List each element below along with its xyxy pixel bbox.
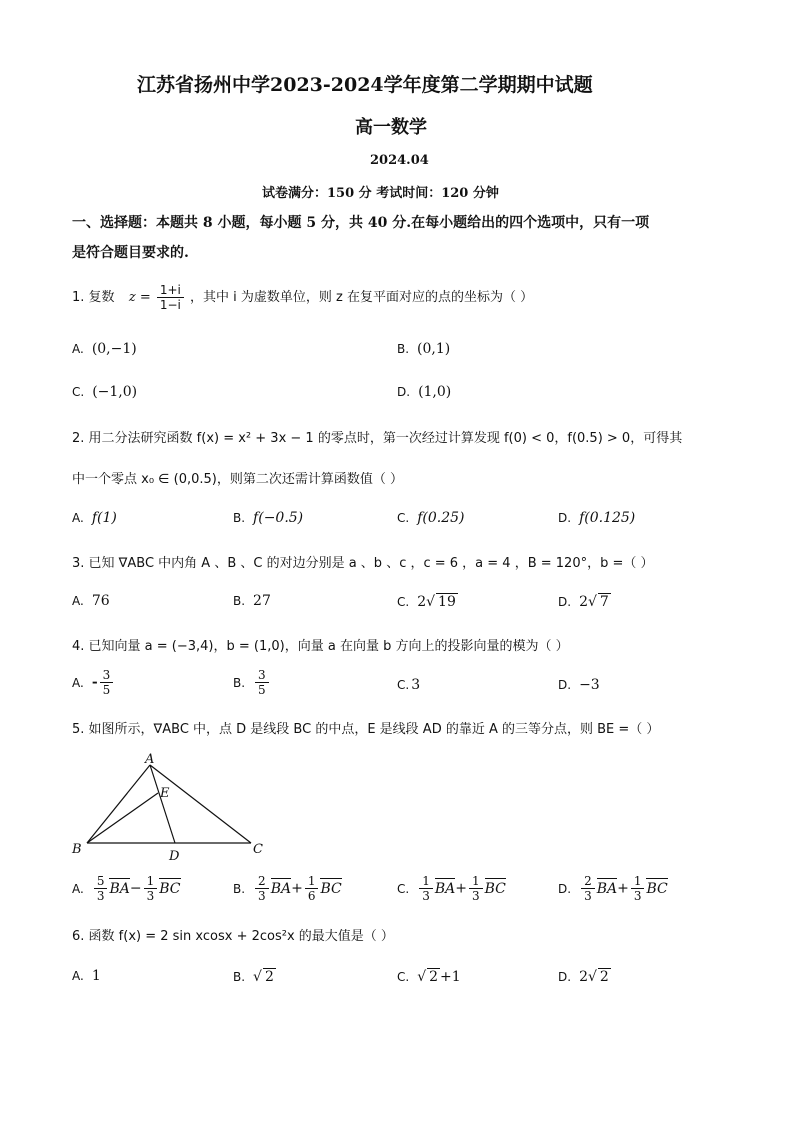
fraction: $\frac{1+i}{1-i}$: [157, 283, 184, 312]
label-a: A: [145, 752, 155, 767]
option-3a[interactable]: A. 76: [72, 593, 110, 609]
triangle-figure: [66, 752, 276, 864]
side-ac: [150, 765, 251, 843]
label-d: D: [169, 849, 180, 864]
label-c: C: [253, 842, 263, 857]
question-5: 5. 如图所示，∇ABC 中，点 D 是线段 BC 的中点，E 是线段 AD 的靠近 A 的三等分点，则 BE =（ ）: [72, 722, 660, 737]
equation: z =: [128, 290, 151, 305]
section-heading-line2: 是符合题目要求的.: [72, 245, 189, 261]
question-3: 3. 已知 ∇ABC 中内角 A 、B 、C 的对边分别是 a 、b 、c ，c = 6 ，a = 4 ，B = 120°，b =（ ）: [72, 556, 654, 571]
option-6c[interactable]: C. √ 2 +1: [397, 969, 461, 985]
option-3c[interactable]: C. 2√ 19: [397, 594, 456, 610]
option-2b[interactable]: B. f(−0.5): [233, 510, 304, 526]
segment-be: [87, 793, 158, 843]
option-2c[interactable]: C. f(0.25): [397, 510, 465, 526]
label-e: E: [160, 786, 170, 801]
option-2a[interactable]: A. f(1): [72, 510, 117, 526]
question-6: 6. 函数 f(x) = 2 sin xcosx + 2cos²x 的最大值是（ ）: [72, 929, 394, 944]
label-b: B: [72, 842, 82, 857]
option-5b[interactable]: B. $\frac{2}{3}$ BA+ $\frac{1}{6}$ BC: [233, 874, 342, 903]
option-4a[interactable]: A. - $\frac{3}{5}$: [72, 668, 115, 697]
option-4b[interactable]: B. $\frac{3}{5}$: [233, 668, 271, 697]
question-number: 1.: [72, 290, 85, 305]
option-3d[interactable]: D. 2√ 7: [558, 594, 609, 610]
option-5d[interactable]: D. $\frac{2}{3}$ BA+ $\frac{1}{3}$ BC: [558, 874, 668, 903]
exam-date: 2024.04: [370, 153, 429, 168]
option-1c[interactable]: C. (−1,0): [72, 384, 138, 400]
option-2d[interactable]: D. f(0.125): [558, 510, 636, 526]
question-2-line1: 2. 用二分法研究函数 f(x) = x² + 3x − 1 的零点时，第一次经过计算发现 f(0) < 0，f(0.5) > 0，可得其: [72, 431, 683, 446]
option-3b[interactable]: B. 27: [233, 593, 271, 609]
question-4: 4. 已知向量 a = (−3,4)，b = (1,0)，向量 a 在向量 b 方向上的投影向量的模为（ ）: [72, 639, 569, 654]
option-1a[interactable]: A. (0,−1): [72, 341, 137, 357]
option-6b[interactable]: B. √ 2: [233, 969, 274, 985]
option-4c[interactable]: C. 3: [397, 677, 421, 693]
exam-info: 试卷满分：150 分 考试时间：120 分钟: [262, 186, 499, 201]
option-5c[interactable]: C. $\frac{1}{3}$ BA+ $\frac{1}{3}$ BC: [397, 874, 506, 903]
option-5a[interactable]: A. $\frac{5}{3}$ BA− $\frac{1}{3}$ BC: [72, 874, 181, 903]
question-text: ，其中 i 为虚数单位，则 z 在复平面对应的点的坐标为（ ）: [190, 290, 534, 305]
option-4d[interactable]: D. −3: [558, 677, 600, 693]
option-6d[interactable]: D. 2√ 2: [558, 969, 609, 985]
question-2-line2: 中一个零点 x₀ ∈ (0,0.5)，则第二次还需计算函数值（ ）: [72, 472, 403, 487]
side-ab: [87, 765, 150, 843]
question-1: [72, 283, 533, 312]
option-6a[interactable]: A. 1: [72, 968, 101, 984]
option-1d[interactable]: D. (1,0): [397, 384, 452, 400]
option-1b[interactable]: B. (0,1): [397, 341, 451, 357]
section-heading-line1: 一、选择题：本题共 8 小题，每小题 5 分，共 40 分.在每小题给出的四个选项中，只有一项: [72, 215, 650, 231]
subject-title: 高一数学: [355, 117, 427, 138]
question-text: 复数: [88, 290, 115, 305]
exam-title: 江苏省扬州中学2023-2024学年度第二学期期中试题: [137, 74, 593, 96]
segment-ad: [150, 765, 175, 843]
